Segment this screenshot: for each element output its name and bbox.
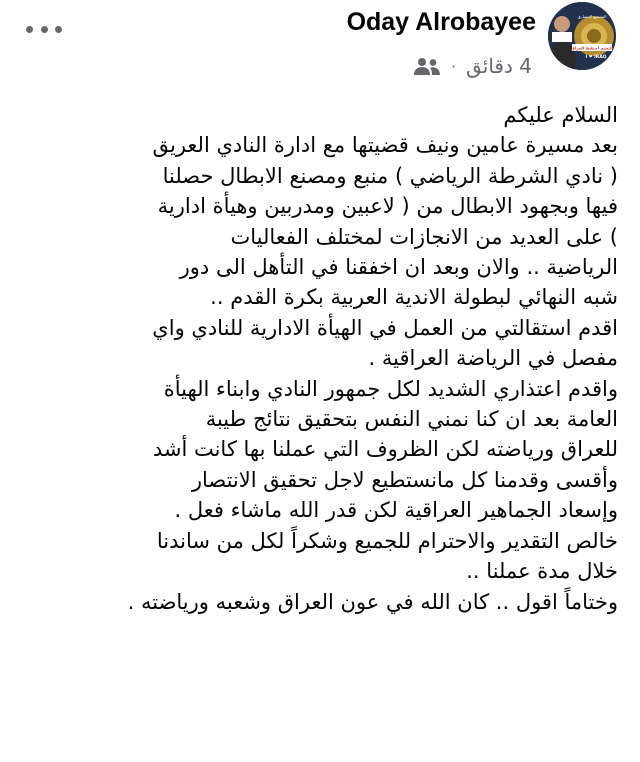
- avatar-caption-line3: I ❤ IRAQ: [585, 55, 607, 60]
- post-line: خالص التقدير والاحترام للجميع وشكراً لكل من ساندنا: [156, 528, 618, 553]
- post-line: وإسعاد الجماهير العراقية لكن قدر الله ماشاء فعل .: [174, 498, 618, 523]
- post-line: بعد مسيرة عامين ونيف قضيتها مع ادارة النادي العريق: [152, 133, 618, 158]
- avatar-caption-line1: التشجيع الحضاري: [577, 14, 607, 19]
- post-line: الرياضية .. والان وبعد ان اخفقنا في التأهل الى دور: [179, 255, 618, 280]
- post-line: وختاماً اقول .. كان الله في عون العراق وشعبه ورياضته .: [127, 589, 618, 614]
- post-line: ( نادي الشرطة الرياضي ) منبع ومصنع الابطال حصلنا: [162, 163, 618, 188]
- post-line: السلام عليكم: [503, 103, 618, 127]
- avatar[interactable]: [548, 2, 616, 70]
- post-line: ) على العديد من الانجازات لمختلف الفعاليات: [230, 224, 618, 249]
- more-options-icon: [26, 26, 33, 33]
- meta-separator: ·: [451, 56, 457, 76]
- post-line: شبه النهائي لبطولة الاندية العربية بكرة القدم ..: [210, 285, 618, 310]
- post-line: اقدم استقالتي من العمل في الهيأة الادارية للنادي واي: [152, 315, 618, 340]
- more-options-icon-dot: [55, 26, 62, 33]
- post-line: واقدم اعتذاري الشديد لكل جمهور النادي وابناء الهيأة: [163, 376, 618, 401]
- avatar-image: [548, 2, 616, 70]
- avatar-caption-line2: التشم احتفظ العراق: [571, 45, 613, 51]
- post-header: [0, 0, 640, 100]
- friends-icon[interactable]: [413, 56, 441, 76]
- more-options-button[interactable]: [26, 18, 62, 40]
- post-line: العامة بعد ان كنا نمني النفس بتحقيق نتائج طيبة: [205, 407, 618, 432]
- post-line: فيها وبجهود الابطال من ( لاعبين ومدربين وهيأة ادارية: [157, 194, 618, 219]
- post-timestamp[interactable]: 4 دقائق: [466, 54, 532, 78]
- post-meta: [413, 54, 532, 78]
- post-line: للعراق ورياضته لكن الظروف التي عملنا بها كانت أشد: [152, 437, 618, 462]
- more-options-icon-dot: [41, 26, 48, 33]
- post-body: [14, 100, 618, 617]
- author-name[interactable]: Oday Alrobayee: [346, 8, 536, 36]
- post-line: خلال مدة عملنا ..: [466, 559, 618, 584]
- post-line: وأقسى وقدمنا كل مانستطيع لاجل تحقيق الانتصار: [191, 467, 618, 492]
- post-line: مفصل في الرياضة العراقية .: [368, 346, 618, 371]
